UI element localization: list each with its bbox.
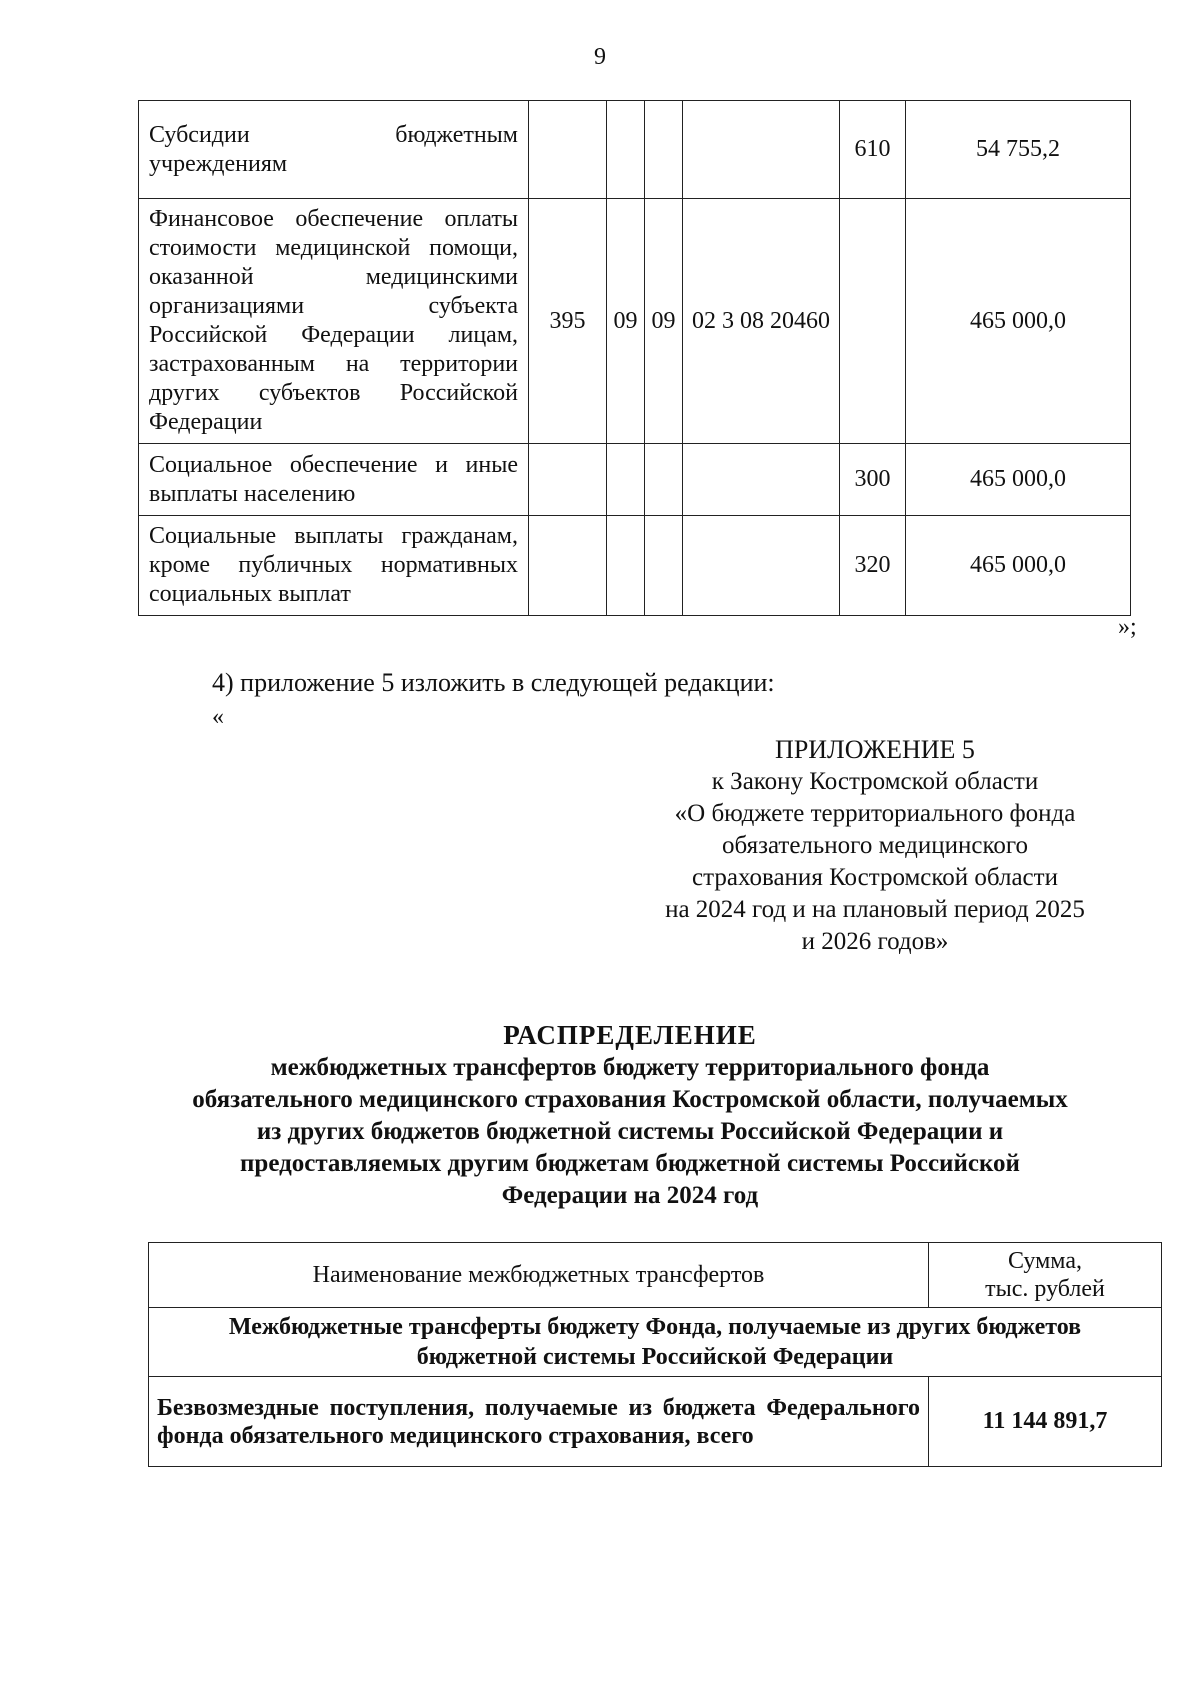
heading-line: Федерации на 2024 год [501, 1182, 759, 1209]
row-name: Социальные выплаты гражданам, кроме публичных нормативных социальных выплат [139, 516, 529, 616]
row-amount: 465 000,0 [906, 444, 1131, 516]
target-code [683, 516, 840, 616]
document-heading [130, 1018, 1130, 1212]
admin-code [529, 516, 607, 616]
section-code: 09 [607, 199, 645, 444]
budget-expense-table [138, 100, 1131, 616]
row-amount: 54 755,2 [906, 101, 1131, 199]
appendix-line: страхования Костромской области [692, 864, 1058, 891]
appendix-line: к Закону Костромской области [711, 768, 1039, 795]
expense-type-code: 610 [840, 101, 906, 199]
appendix-line: «О бюджете территориального фонда [674, 800, 1076, 827]
target-code: 02 3 08 20460 [683, 199, 840, 444]
section-code [607, 444, 645, 516]
section-line: Межбюджетные трансферты бюджету Фонда, получаемые из других бюджетов [228, 1314, 1082, 1340]
row-amount: 465 000,0 [906, 199, 1131, 444]
row-name: Финансовое обеспечение оплаты стоимости медицинской помощи, оказанной медицинскими организациями субъекта Российской Федерации лицам, застрахованным на территории других субъектов Российской Федерации [139, 199, 529, 444]
closing-quote-mark: »; [1118, 614, 1137, 640]
section-code [607, 101, 645, 199]
heading-title: РАСПРЕДЕЛЕНИЕ [503, 1020, 757, 1050]
heading-line: межбюджетных трансфертов бюджету территориального фонда [270, 1054, 990, 1081]
expense-type-code: 300 [840, 444, 906, 516]
row-name: Социальное обеспечение и иные выплаты населению [139, 444, 529, 516]
table-row [139, 199, 1131, 444]
appendix-line: и 2026 годов» [801, 928, 949, 955]
subsection-code [645, 101, 683, 199]
section-row [149, 1308, 1162, 1377]
row-name: Субсидии бюджетным учреждениям [139, 101, 529, 199]
header-sum-line: тыс. рублей [985, 1276, 1105, 1302]
subsection-code [645, 444, 683, 516]
admin-code [529, 444, 607, 516]
table-row [139, 444, 1131, 516]
appendix-header [640, 734, 1110, 958]
row-amount: 465 000,0 [906, 516, 1131, 616]
table-header-row [149, 1243, 1162, 1308]
appendix-line: обязательного медицинского [721, 832, 1028, 859]
heading-line: обязательного медицинского страхования Костромской области, получаемых [192, 1086, 1068, 1113]
expense-type-code: 320 [840, 516, 906, 616]
page-number: 9 [594, 44, 606, 70]
amendment-item-4: 4) приложение 5 изложить в следующей редакции: [212, 668, 775, 697]
table-row [139, 516, 1131, 616]
section-line: бюджетной системы Российской Федерации [416, 1344, 894, 1370]
appendix-line: на 2024 год и на плановый период 2025 [665, 896, 1085, 923]
column-header-sum [929, 1243, 1162, 1308]
header-sum-line: Сумма, [1008, 1248, 1082, 1274]
subsection-code: 09 [645, 199, 683, 444]
table-row [149, 1377, 1162, 1467]
subsection-code [645, 516, 683, 616]
target-code [683, 101, 840, 199]
section-title [149, 1308, 1162, 1377]
target-code [683, 444, 840, 516]
admin-code: 395 [529, 199, 607, 444]
column-header-name: Наименование межбюджетных трансфертов [149, 1243, 929, 1308]
table-row [139, 101, 1131, 199]
row-amount: 11 144 891,7 [929, 1377, 1162, 1467]
heading-line: предоставляемых другим бюджетам бюджетной системы Российской [240, 1150, 1020, 1177]
section-code [607, 516, 645, 616]
opening-quote-mark: « [212, 704, 224, 730]
heading-line: из других бюджетов бюджетной системы Российской Федерации и [256, 1118, 1004, 1145]
expense-type-code [840, 199, 906, 444]
admin-code [529, 101, 607, 199]
row-name: Безвозмездные поступления, получаемые из бюджета Федерального фонда обязательного медицинского страхования, всего [149, 1377, 929, 1467]
transfers-table [148, 1242, 1162, 1467]
appendix-title: ПРИЛОЖЕНИЕ 5 [775, 735, 975, 764]
